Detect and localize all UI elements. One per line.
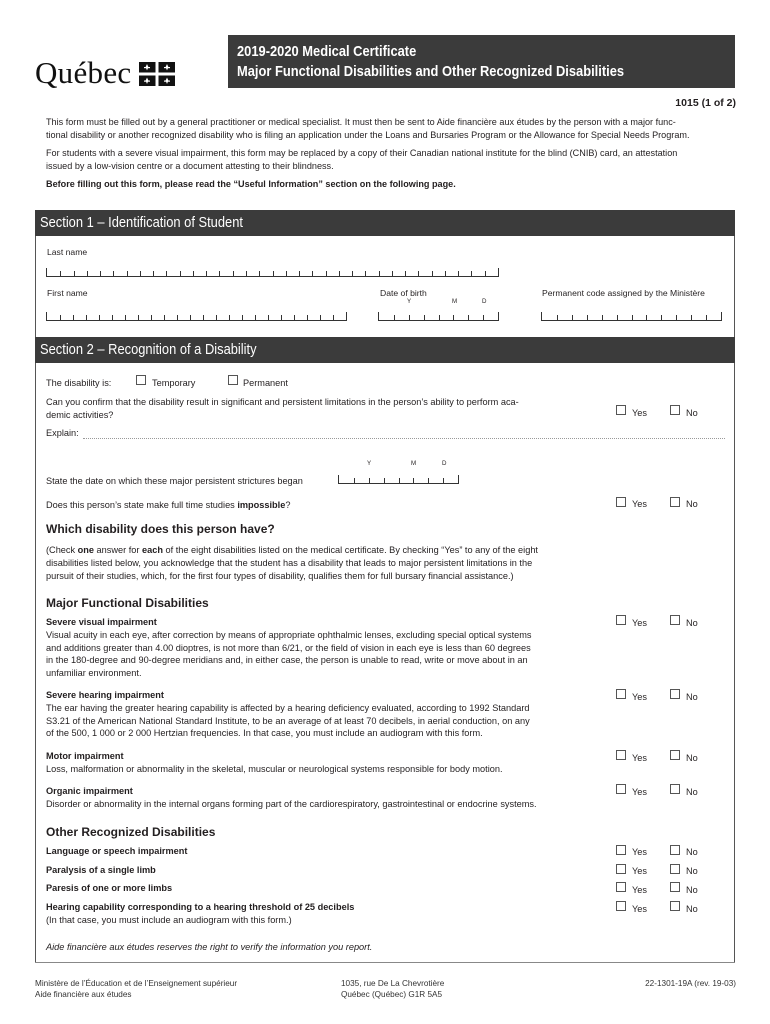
permanent-code-field[interactable] — [541, 312, 722, 321]
language-no-label: No — [686, 847, 698, 857]
motor-yes-label: Yes — [632, 753, 647, 763]
organic-no-label: No — [686, 787, 698, 797]
first-name-label: First name — [47, 288, 88, 298]
comb-tick — [646, 315, 647, 320]
comb-tick — [138, 315, 139, 320]
comb-tick — [60, 315, 61, 320]
comb-tick — [203, 315, 204, 320]
quebec-flag-icon — [139, 62, 175, 86]
comb-tick — [100, 271, 101, 276]
comb-tick — [180, 271, 181, 276]
temporary-label: Temporary — [152, 378, 196, 388]
last-name-label: Last name — [47, 247, 88, 257]
form-subtitle: Major Functional Disabilities and Other Recognized Disabilities — [237, 63, 625, 80]
comb-tick — [365, 271, 366, 276]
onset-day-label: D — [442, 460, 447, 467]
motor-no-label: No — [686, 753, 698, 763]
check-instructions: (Check one answer for each of the eight disabilities listed on the medical certificate. By checking “Yes” to any of the eight disabilities listed below, you acknowledge that the student has a disability that leads to major persistent limitations in the pursuit of their studies, which, for the first four types of disability, qualifies them for full bursary financial assistance.) — [46, 545, 538, 581]
comb-tick — [113, 271, 114, 276]
comb-tick — [74, 271, 75, 276]
verify-note: Aide financière aux études reserves the right to verify the information you report. — [46, 942, 373, 952]
hearing-no-label: No — [686, 692, 698, 702]
paralysis-item: Paralysis of a single limb — [46, 865, 156, 875]
comb-tick — [294, 315, 295, 320]
confirm-yes-label: Yes — [632, 408, 647, 418]
comb-tick — [445, 271, 446, 276]
comb-tick — [259, 271, 260, 276]
comb-tick — [153, 271, 154, 276]
comb-tick — [73, 315, 74, 320]
intro-paragraph-3: Before filling out this form, please read the “Useful Information” section on the following page. — [46, 179, 456, 189]
major-disabilities-heading: Major Functional Disabilities — [46, 596, 209, 610]
comb-tick — [125, 315, 126, 320]
comb-tick — [151, 315, 152, 320]
comb-tick — [392, 271, 393, 276]
section2-frame — [35, 363, 735, 962]
section1-frame — [35, 236, 735, 337]
hearing25-no-label: No — [686, 904, 698, 914]
comb-tick — [206, 271, 207, 276]
comb-tick — [246, 271, 247, 276]
paresis-item: Paresis of one or more limbs — [46, 883, 173, 893]
comb-tick — [352, 271, 353, 276]
dob-month-label: M — [452, 298, 458, 305]
comb-tick — [320, 315, 321, 320]
section1-header: Section 1 – Identification of Student — [35, 210, 735, 236]
comb-tick — [216, 315, 217, 320]
section2-header: Section 2 – Recognition of a Disability — [35, 337, 735, 363]
dob-day-label: D — [482, 298, 487, 305]
comb-tick — [140, 271, 141, 276]
intro-paragraph-1: This form must be filled out by a general practitioner or medical specialist. It must then be sent to Aide financière aux études by the person with a major func- tional disability or another recognized disability who is filing an application under the Loans and Bursaries Program or the Allowance for Special Needs Program. — [46, 117, 690, 140]
paresis-yes-label: Yes — [632, 885, 647, 895]
date-of-birth-field[interactable] — [378, 312, 499, 321]
comb-tick — [483, 315, 484, 320]
date-of-birth-label: Date of birth — [380, 288, 427, 298]
comb-tick — [424, 315, 425, 320]
language-yes-label: Yes — [632, 847, 647, 857]
footer-form-code: 22-1301-19A (rev. 19-03) — [645, 979, 736, 988]
permanent-label: Permanent — [243, 378, 288, 388]
comb-tick — [617, 315, 618, 320]
comb-tick — [339, 271, 340, 276]
hearing-impairment-item: Severe hearing impairment The ear having the greater hearing capability is affected by a hearing deficiency evaluated, according to 1992 Standard S3.21 of the American National Standard Institute, to be an average of at least 70 decibels, in aerial conduction, on any of the 500, 1 000 or 2 000 Hertzian frequencies. In that case, you must include an audiogram with this form. — [46, 690, 530, 739]
onset-month-label: M — [411, 460, 417, 467]
hearing-yes-label: Yes — [632, 692, 647, 702]
organic-impairment-item: Organic impairment Disorder or abnormality in the internal organs forming part of the cardiorespiratory, gastrointestinal or endocrine systems. — [46, 786, 537, 809]
comb-tick — [273, 271, 274, 276]
comb-tick — [432, 271, 433, 276]
confirm-question: Can you confirm that the disability result in significant and persistent limitations in the person’s ability to perform aca- demic activities? — [46, 397, 519, 420]
paralysis-no-label: No — [686, 866, 698, 876]
motor-impairment-item: Motor impairment Loss, malformation or abnormality in the skeletal, muscular or neurological systems responsible for body motion. — [46, 751, 503, 774]
quebec-logo: Québec — [35, 55, 132, 90]
visual-no-label: No — [686, 618, 698, 628]
comb-tick — [166, 271, 167, 276]
comb-tick — [453, 315, 454, 320]
language-impairment-item: Language or speech impairment — [46, 846, 188, 856]
disability-is-label: The disability is: — [46, 378, 112, 388]
comb-tick — [326, 271, 327, 276]
comb-tick — [60, 271, 61, 276]
comb-tick — [312, 271, 313, 276]
comb-tick — [379, 271, 380, 276]
footer-ministry: Ministère de l’Éducation et de l’Enseignement supérieur Aide financière aux études — [35, 979, 238, 999]
comb-tick — [405, 271, 406, 276]
comb-tick — [458, 271, 459, 276]
which-disability-heading: Which disability does this person have? — [46, 522, 275, 536]
hearing25-yes-label: Yes — [632, 904, 647, 914]
comb-tick — [471, 271, 472, 276]
comb-tick — [706, 315, 707, 320]
visual-impairment-item: Severe visual impairment Visual acuity in each eye, after correction by means of appropriate ophthalmic lenses, excluding special optical systems and additions greater than 4.00 dioptres, is not more than 6/21, or the field of vision in each eye is less than 60 degrees in the 180-degree and 90-degree meridians and, in either case, the person is unable to read, write or move about in an unfamiliar environment. — [46, 617, 532, 679]
comb-tick — [676, 315, 677, 320]
dob-year-label: Y — [407, 298, 412, 305]
comb-tick — [286, 271, 287, 276]
fulltime-yes-label: Yes — [632, 499, 647, 509]
comb-tick — [661, 315, 662, 320]
paresis-no-label: No — [686, 885, 698, 895]
comb-tick — [333, 315, 334, 320]
permanent-code-label: Permanent code assigned by the Ministère — [542, 288, 705, 298]
comb-tick — [418, 271, 419, 276]
comb-tick — [190, 315, 191, 320]
fulltime-no-label: No — [686, 499, 698, 509]
visual-yes-label: Yes — [632, 618, 647, 628]
fulltime-question: Does this person’s state make full time studies impossible? — [46, 500, 291, 510]
form-title: 2019-2020 Medical Certificate — [237, 43, 417, 60]
comb-tick — [127, 271, 128, 276]
comb-tick — [299, 271, 300, 276]
footer-divider — [35, 962, 735, 963]
comb-tick — [242, 315, 243, 320]
first-name-field[interactable] — [46, 312, 347, 321]
comb-tick — [602, 315, 603, 320]
confirm-no-label: No — [686, 408, 698, 418]
comb-tick — [557, 315, 558, 320]
comb-tick — [632, 315, 633, 320]
comb-tick — [87, 271, 88, 276]
comb-tick — [587, 315, 588, 320]
comb-tick — [164, 315, 165, 320]
intro-paragraph-2: For students with a severe visual impairment, this form may be replaced by a copy of their Canadian national institute for the blind (CNIB) card, an attestation issued by a low-vision centre or a document attesting to their blindness. — [46, 148, 678, 171]
comb-tick — [268, 315, 269, 320]
onset-year-label: Y — [367, 460, 372, 467]
comb-tick — [193, 271, 194, 276]
comb-tick — [255, 315, 256, 320]
comb-tick — [394, 315, 395, 320]
footer-address: 1035, rue De La Chevrotière Québec (Québec) G1R 5A5 — [341, 979, 445, 999]
last-name-field[interactable] — [46, 268, 499, 277]
comb-tick — [439, 315, 440, 320]
organic-yes-label: Yes — [632, 787, 647, 797]
comb-tick — [112, 315, 113, 320]
comb-tick — [485, 271, 486, 276]
comb-tick — [233, 271, 234, 276]
comb-tick — [219, 271, 220, 276]
other-disabilities-heading: Other Recognized Disabilities — [46, 825, 216, 839]
comb-tick — [691, 315, 692, 320]
explain-label: Explain: — [46, 428, 79, 438]
comb-tick — [99, 315, 100, 320]
hearing-25db-item: Hearing capability corresponding to a hearing threshold of 25 decibels (In that case, you must include an audiogram with this form.) — [46, 902, 355, 925]
comb-tick — [307, 315, 308, 320]
comb-tick — [468, 315, 469, 320]
comb-tick — [177, 315, 178, 320]
onset-date-question: State the date on which these major persistent strictures began — [46, 476, 303, 486]
comb-tick — [229, 315, 230, 320]
comb-tick — [86, 315, 87, 320]
form-title-box — [228, 35, 735, 88]
comb-tick — [281, 315, 282, 320]
page-number: 1015 (1 of 2) — [675, 97, 736, 109]
paralysis-yes-label: Yes — [632, 866, 647, 876]
comb-tick — [572, 315, 573, 320]
comb-tick — [409, 315, 410, 320]
